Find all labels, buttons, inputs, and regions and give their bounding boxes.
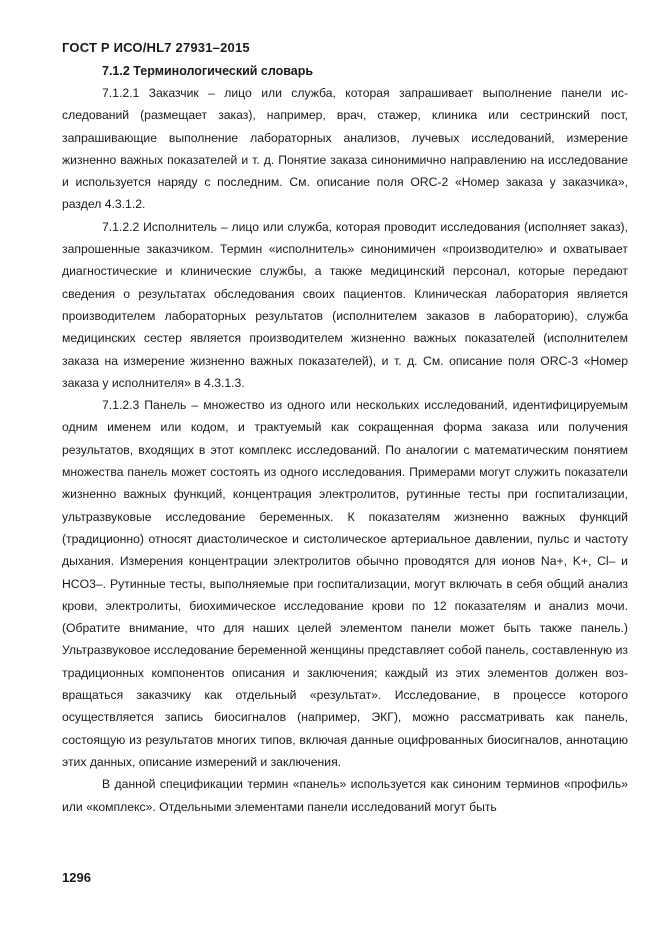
document-page <box>62 40 628 818</box>
section-title: 7.1.2 Терминологический словарь <box>102 64 314 78</box>
paragraph-continuation <box>62 773 628 818</box>
paragraph-text: Заказчик – лицо или служба, которая запрашивает выполнение панели исследований (размещает заказ), например, врач, стажер, клиника или сестринский пост, запрашивающие выполнение лабораторных анализов, лучевых исследований, измерение жизненно важных показателей и т. д. Понятие заказа синонимично направлению на исследование и используется наряду с последним. См. описание поля ORC-2 «Номер заказа у заказчика», раздел 4.3.1.2. <box>62 86 628 212</box>
paragraph-7-1-2-2 <box>62 216 628 394</box>
paragraph-text: Исполнитель – лицо или служба, которая проводит исследования (исполняет заказ), запрошенные заказчиком. Термин «исполнитель» синонимичен «производителю» и охватывает диагностические и клинические службы, а также медицинский персонал, которые передают сведения о результатах обследования своих пациентов. Клиническая лаборатория является производителем лабораторных результатов (исполнителем заказов в лабораторию), служба медицинских сестер является производителем жизненно важных показателей (исполнителем заказа на измерение жизненно важных показателей), и т. д. См. описание поля ORC-3 «Номер заказа у исполнителя» в 4.3.1.3. <box>62 219 628 390</box>
paragraph-number: 7.1.2.2 <box>102 219 140 234</box>
document-header: ГОСТ Р ИСО/HL7 27931–2015 <box>62 40 250 55</box>
paragraph-number: 7.1.2.3 <box>102 398 140 413</box>
paragraph-7-1-2-3 <box>62 394 628 773</box>
paragraph-7-1-2-1 <box>62 82 628 216</box>
paragraph-text: В данной спецификации термин «панель» используется как синоним терминов «профиль» или «комплекс». Отдельными элементами панели исследований могут быть <box>62 777 628 814</box>
paragraph-number: 7.1.2.1 <box>102 86 140 100</box>
page-number: 1296 <box>62 870 91 885</box>
paragraph-text: Панель – множество из одного или нескольких исследований, идентифицируемым одним именем или кодом, и трактуемый как сокращенная форма заказа или получения результатов, входящих в этот комплекс исследований. По аналогии с математическим понятием множества панель может состоять из одного исследования. Примерами могут служить показатели жизненно важных функций, концентрация электролитов, рутинные тесты при госпитализации, ультразвуковые исследование беременных. К показателям жизненно важных функций (традиционно) относят диастолическое и систолическое артериальное давлении, пульс и частоту дыхания. Измерения концентрации электролитов обычно проводятся для ионов Na+, K+, Cl– и HCO3–. Рутинные тесты, выполняемые при госпитализации, могут включать в себя общий анализ крови, электролиты, биохимическое исследование крови по 12 показателям и анализ мочи. (Обратите внимание, что для наших целей элементом панели может быть также панель.) Ультразвуковое исследование беременной женщины представляет собой панель, составленную из традиционных компонентов описания и заключения; каждый из этих элементов должен возвращаться заказчику как отдельный «результат». Исследование, в процессе которого осуществляется запись биосигналов (например, ЭКГ), можно рассматривать как панель, состоящую из результатов многих типов, включая данные оцифрованных биосигналов, аннотацию этих данных, описание измерений и заключения. <box>62 398 628 769</box>
